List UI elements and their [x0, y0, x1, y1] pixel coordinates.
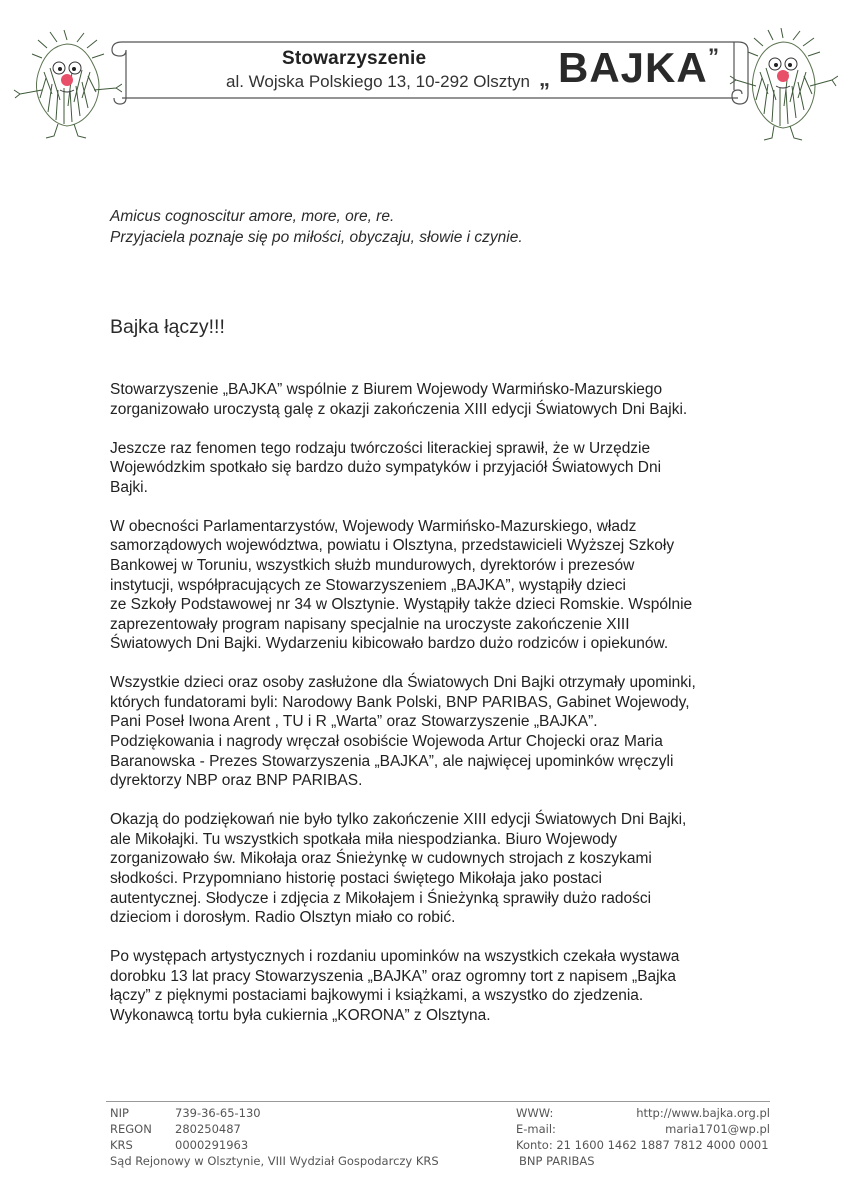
paragraph-line: zorganizowało uroczystą galę z okazji zakończenia XIII edycji Światowych Dni Bajki.	[110, 400, 688, 418]
footer-value: 739-36-65-130	[175, 1106, 261, 1120]
paragraph-line: zaprezentowały program napisany specjalnie na uroczyste zakończenie XIII	[110, 615, 630, 633]
motto-polish: Przyjaciela poznaje się po miłości, obyczaju, słowie i czynie.	[110, 229, 523, 246]
website-link[interactable]: http://www.bajka.org.pl	[636, 1106, 770, 1120]
brand-logo-text: BAJKA	[558, 44, 708, 91]
paragraph-line: Wykonawcą tortu była cukiernia „KORONA” z Olsztyna.	[110, 1006, 491, 1024]
footer-label: NIP	[110, 1106, 129, 1120]
letter-title: Bajka łączy!!!	[110, 316, 225, 338]
paragraph-line: W obecności Parlamentarzystów, Wojewody Warmińsko-Mazurskiego, władz	[110, 517, 637, 535]
footer-label: WWW:	[516, 1106, 554, 1120]
paragraph-line: Baranowska - Prezes Stowarzyszenia „BAJKA”, ale najwięcej upominków wręczyli	[110, 752, 674, 770]
paragraph-line: Wojewódzkim spotkało się bardzo dużo sympatyków i przyjaciół Światowych Dni	[110, 459, 662, 477]
fluffy-mascot-icon	[12, 28, 122, 146]
footer-court: Sąd Rejonowy w Olsztynie, VIII Wydział Gospodarczy KRS	[110, 1154, 439, 1168]
footer-row-regon	[110, 1121, 261, 1137]
paragraph-line: ze Szkoły Podstawowej nr 34 w Olsztynie. Wystąpiły także dzieci Romskie. Wspólnie	[110, 596, 693, 614]
letter-body	[110, 380, 790, 1045]
brand-open-quote: „	[539, 66, 550, 91]
footer-label: KRS	[110, 1138, 133, 1152]
paragraph	[110, 947, 790, 1025]
paragraph-line: Po występach artystycznych i rozdaniu upominków na wszystkich czekała wystawa	[110, 948, 680, 966]
paragraph	[110, 380, 790, 419]
paragraph	[110, 673, 790, 791]
paragraph-line: Pani Poseł Iwona Arent , TU i R „Warta” oraz Stowarzyszenie „BAJKA”.	[110, 713, 598, 731]
paragraph-line: Podziękowania i nagrody wręczał osobiście Wojewoda Artur Chojecki oraz Maria	[110, 733, 663, 751]
footer-contact	[516, 1105, 770, 1169]
organization-address: al. Wojska Polskiego 13, 10-292 Olsztyn	[226, 72, 530, 91]
motto	[110, 206, 523, 248]
footer-divider	[106, 1101, 770, 1102]
footer-row-www	[516, 1105, 770, 1121]
paragraph-line: łączy” z pięknymi postaciami bajkowymi i książkami, a wszystko do zjedzenia.	[110, 987, 644, 1005]
footer-value: 280250487	[175, 1122, 241, 1136]
paragraph-line: Bankowej w Toruniu, wszystkich służb mundurowych, dyrektorów i prezesów	[110, 556, 635, 574]
paragraph	[110, 810, 790, 928]
paragraph-line: dorobku 13 lat pracy Stowarzyszenia „BAJKA” oraz ogromny tort z napisem „Bajka	[110, 967, 676, 985]
paragraph-line: ale Mikołajki. Tu wszystkich spotkała miła niespodzianka. Biuro Wojewody	[110, 830, 618, 848]
bank-name: BNP PARIBAS	[519, 1154, 595, 1168]
email-link[interactable]: maria1701@wp.pl	[665, 1122, 770, 1136]
footer-label: REGON	[110, 1122, 152, 1136]
footer-label: E-mail:	[516, 1122, 556, 1136]
paragraph	[110, 517, 790, 654]
paragraph-line: Okazją do podziękowań nie było tylko zakończenie XIII edycji Światowych Dni Bajki,	[110, 811, 687, 829]
paragraph-line: Wszystkie dzieci oraz osoby zasłużone dla Światowych Dni Bajki otrzymały upominki,	[110, 674, 696, 692]
footer-row-krs	[110, 1137, 261, 1153]
paragraph-line: Światowych Dni Bajki. Wydarzeniu kibicowało bardzo dużo rodziców i opiekunów.	[110, 635, 669, 653]
paragraph-line: Bajki.	[110, 478, 148, 496]
paragraph-line: dzieciom i dorosłym. Radio Olsztyn miało co robić.	[110, 909, 456, 927]
footer-registry	[110, 1105, 261, 1153]
paragraph-line: Jeszcze raz fenomen tego rodzaju twórczości literackiej sprawił, że w Urzędzie	[110, 439, 651, 457]
paragraph-line: których fundatorami byli: Narodowy Bank Polski, BNP PARIBAS, Gabinet Wojewody,	[110, 693, 690, 711]
paragraph-line: Stowarzyszenie „BAJKA” wspólnie z Biurem Wojewody Warmińsko-Mazurskiego	[110, 381, 663, 398]
paragraph-line: dyrektorzy NBP oraz BNP PARIBAS.	[110, 772, 363, 790]
brand-close-quote: ”	[708, 44, 719, 69]
footer-row-nip	[110, 1105, 261, 1121]
paragraph-line: słodkości. Przypomniano historię postaci świętego Mikołaja jako postaci	[110, 870, 602, 888]
organization-name: Stowarzyszenie	[282, 48, 427, 69]
paragraph	[110, 439, 790, 498]
footer-value: 0000291963	[175, 1138, 249, 1152]
paragraph-line: zorganizowało św. Mikołaja oraz Śnieżynkę w cudownych strojach z koszykami	[110, 850, 652, 868]
bank-account: Konto: 21 1600 1462 1887 7812 4000 0001	[516, 1138, 769, 1152]
footer-row-email	[516, 1121, 770, 1137]
paragraph-line: instytucji, współpracujących ze Stowarzyszeniem „BAJKA”, wystąpiły dzieci	[110, 576, 626, 594]
motto-latin: Amicus cognoscitur amore, more, ore, re.	[110, 208, 395, 225]
paragraph-line: autentycznej. Słodycze i zdjęcia z Mikołajem i Śnieżynką sprawiły dużo radości	[110, 889, 652, 907]
paragraph-line: samorządowych województwa, powiatu i Olsztyna, przedstawicieli Wyższej Szkoły	[110, 537, 675, 555]
